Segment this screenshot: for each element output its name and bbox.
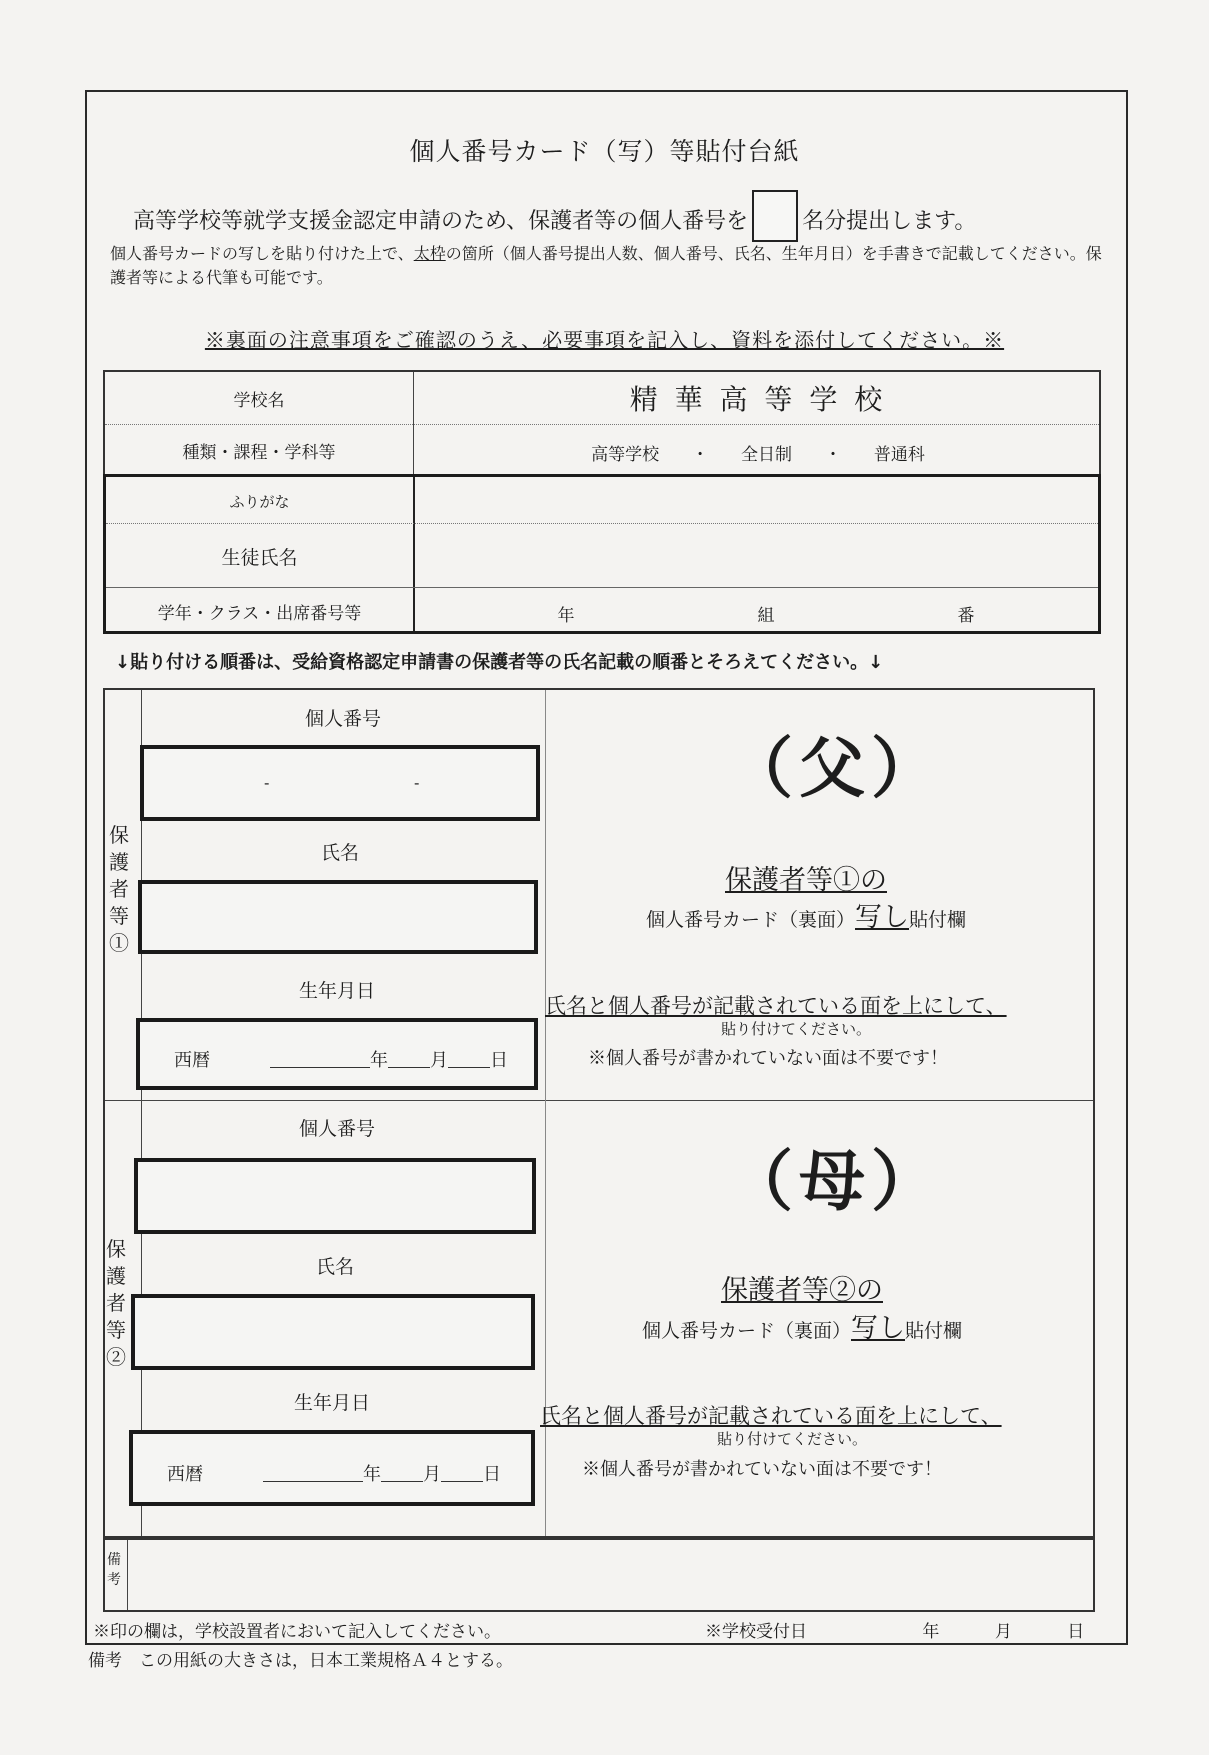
school-name-label: 学校名 (233, 391, 285, 411)
footer-received-label: ※学校受付日 (705, 1622, 807, 1642)
form-title: 個人番号カード（写）等貼付台紙 (409, 137, 800, 166)
lead-sentence (133, 190, 976, 242)
guardian2-paste-title: 保護者等②の (721, 1275, 883, 1306)
guardian1-year: 年 (370, 1050, 388, 1071)
guardian2-name-field[interactable] (131, 1294, 535, 1370)
sep1: ・ (691, 445, 709, 465)
guardian2-paste-sub (552, 1306, 1052, 1345)
guardian1-paste-title: 保護者等①の (725, 865, 887, 896)
guardian1-note2: 貼り付けてください。 (720, 1020, 871, 1038)
guardian1-side-label: 保護者等① (109, 823, 129, 955)
guardian2-day: 日 (483, 1464, 501, 1485)
type-label: 種類・課程・学科等 (182, 443, 336, 463)
remarks-label: 備考 (107, 1552, 121, 1588)
footer-day: 日 (1067, 1622, 1085, 1642)
grade-number: 番 (957, 606, 975, 626)
guardian1-dob-label: 生年月日 (298, 980, 375, 1002)
sep2: ・ (824, 445, 842, 465)
guardian2-paste-copy: 写し (851, 1313, 905, 1344)
guardian1-paste-sub-text: 個人番号カード（裏面） (645, 909, 855, 931)
guardian2-relation: （母） (727, 1143, 943, 1220)
guardian2-note2: 貼り付けてください。 (716, 1430, 867, 1448)
guardian1-name-label: 氏名 (320, 842, 359, 864)
grade-label: 学年・クラス・出席番号等 (157, 604, 362, 624)
guardian2-paste-field: 貼付欄 (905, 1320, 963, 1342)
footer-month: 月 (994, 1622, 1012, 1642)
guardian2-month: 月 (423, 1464, 441, 1485)
student-name-label: 生徒氏名 (221, 547, 298, 569)
guardian1-number-field[interactable] (140, 745, 540, 821)
guardian2-side-label: 保護者等② (106, 1237, 126, 1369)
guardian1-number-sep2: - (414, 773, 420, 792)
guardian1-relation: （父） (727, 730, 943, 807)
guardian2-note3: ※個人番号が書かれていない面は不要です！ (582, 1459, 942, 1480)
guardian2-dob-line (167, 1460, 501, 1486)
footer-received (705, 1617, 1084, 1642)
guardian1-era: 西暦 (174, 1050, 210, 1071)
furigana-label: ふりがな (229, 493, 290, 511)
student-box (103, 474, 1101, 634)
grade-year: 年 (557, 606, 575, 626)
type-values (413, 440, 1103, 465)
footer-note: ※印の欄は，学校設置者において記入してください。 (93, 1622, 501, 1642)
guardian1-note1: 氏名と個人番号が記載されている面を上にして、 (545, 994, 1007, 1018)
notice-text: ※裏面の注意事項をご確認のうえ、必要事項を記入し、資料を添付してください。※ (204, 328, 1005, 352)
guardian2-name-label: 氏名 (315, 1256, 354, 1278)
guardian1-note3: ※個人番号が書かれていない面は不要です！ (588, 1048, 948, 1069)
guardian1-number-sep1: - (264, 773, 270, 792)
guardian1-dob-line (174, 1046, 508, 1072)
instruction-part2: の箇所（個人番号提出人数、個人番号、氏名、生年月日）を手書きで記載してください。保護者等による代筆も可能です。 (110, 244, 1102, 287)
instruction-part1: 個人番号カードの写しを貼り付けた上で、 (110, 244, 414, 263)
grade-class: 組 (757, 606, 775, 626)
guardian2-number-field[interactable] (134, 1158, 536, 1234)
guardian1-paste-sub (556, 895, 1056, 934)
footer-year: 年 (922, 1622, 940, 1642)
school-name: 精 華 高 等 学 校 (629, 383, 887, 416)
guardian1-name-field[interactable] (138, 880, 538, 954)
type-course: 全日制 (741, 445, 792, 465)
guardian1-dob-field[interactable] (136, 1018, 538, 1090)
instruction-thick-frame: 太枠 (413, 244, 446, 263)
lead-after: 名分提出します。 (802, 209, 977, 234)
remarks-row (103, 1538, 1095, 1612)
guardian2-number-label: 個人番号 (298, 1118, 375, 1140)
type-dept: 普通科 (873, 445, 925, 465)
footer-size-note: 備考 この用紙の大きさは，日本工業規格Ａ４とする。 (88, 1651, 513, 1671)
order-note: ↓貼り付ける順番は、受給資格認定申請書の保護者等の氏名記載の順番とそろえてください。↓ (115, 652, 884, 673)
guardian1-day: 日 (490, 1050, 508, 1071)
guardian2-dob-field[interactable] (129, 1430, 535, 1506)
guardian-count-box[interactable] (752, 190, 798, 242)
guardian2-paste-sub-text: 個人番号カード（裏面） (641, 1320, 851, 1342)
guardian1-number-label: 個人番号 (304, 708, 381, 730)
guardian1-month: 月 (430, 1050, 448, 1071)
guardian1-paste-copy: 写し (855, 902, 909, 933)
guardian2-year: 年 (363, 1464, 381, 1485)
guardian2-era: 西暦 (167, 1464, 203, 1485)
guardian2-note1: 氏名と個人番号が記載されている面を上にして、 (540, 1404, 1002, 1428)
instruction-text (110, 242, 1110, 290)
guardian2-dob-label: 生年月日 (293, 1392, 370, 1414)
guardian1-paste-field: 貼付欄 (909, 909, 967, 931)
lead-before: 高等学校等就学支援金認定申請のため、保護者等の個人番号を (133, 209, 749, 234)
type-school: 高等学校 (591, 445, 660, 465)
